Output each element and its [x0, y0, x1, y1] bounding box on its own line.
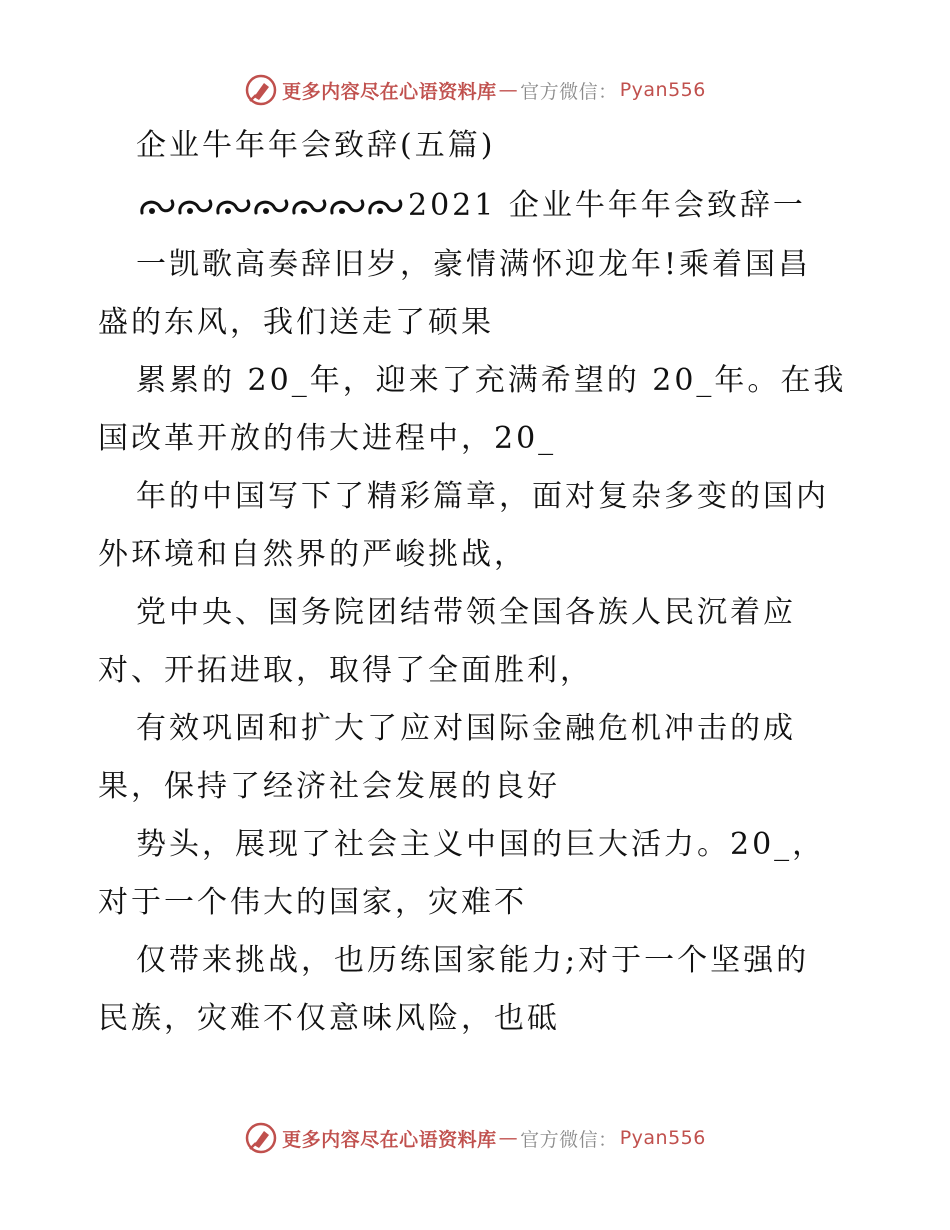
paragraph-line: 国改革开放的伟大进程中，20_: [98, 421, 557, 456]
watermark-dash: —: [498, 79, 519, 101]
paragraph-line: 外环境和自然界的严峻挑战，: [98, 537, 527, 572]
document-subtitle: 2021 企业牛年年会致辞一: [408, 188, 806, 223]
pen-nib-logo-icon: [244, 1121, 278, 1155]
header-watermark: [0, 70, 950, 110]
paragraph-line: 对于一个伟大的国家，灾难不: [98, 885, 527, 920]
paragraph-line: 累累的 20_年，迎来了充满希望的 20_年。在我: [136, 363, 847, 398]
paragraph-line: 仅带来挑战，也历练国家能力;对于一个坚强的: [136, 943, 810, 978]
scroll-swirl-icon: [136, 191, 406, 221]
paragraph-line: 果，保持了经济社会发展的良好: [98, 769, 560, 804]
footer-watermark: [0, 1118, 950, 1158]
watermark-label: 官方微信：: [520, 80, 618, 103]
paragraph-line: 民族，灾难不仅意味风险，也砥: [98, 1001, 560, 1036]
paragraph-line: 盛的东风，我们送走了硕果: [98, 305, 494, 340]
paragraph-line: 年的中国写下了精彩篇章，面对复杂多变的国内: [136, 479, 829, 514]
watermark-handle: Pyan556: [619, 79, 706, 101]
watermark-handle: Pyan556: [619, 1127, 706, 1149]
pen-nib-logo-icon: [244, 73, 278, 107]
paragraph-line: 对、开拓进取，取得了全面胜利，: [98, 653, 593, 688]
paragraph-line: 有效巩固和扩大了应对国际金融危机冲击的成: [136, 711, 796, 746]
watermark-brand: 更多内容尽在心语资料库: [282, 80, 497, 103]
watermark-brand: 更多内容尽在心语资料库: [282, 1128, 497, 1151]
paragraph-line: 势头，展现了社会主义中国的巨大活力。20_，: [136, 827, 826, 862]
subtitle-line: [136, 182, 806, 230]
document-title: 企业牛年年会致辞(五篇): [136, 128, 496, 163]
watermark-label: 官方微信：: [520, 1128, 618, 1151]
paragraph-line: 党中央、国务院团结带领全国各族人民沉着应: [136, 595, 796, 630]
paragraph-line: 一凯歌高奏辞旧岁，豪情满怀迎龙年!乘着国昌: [136, 247, 812, 282]
watermark-dash: —: [498, 1127, 519, 1149]
